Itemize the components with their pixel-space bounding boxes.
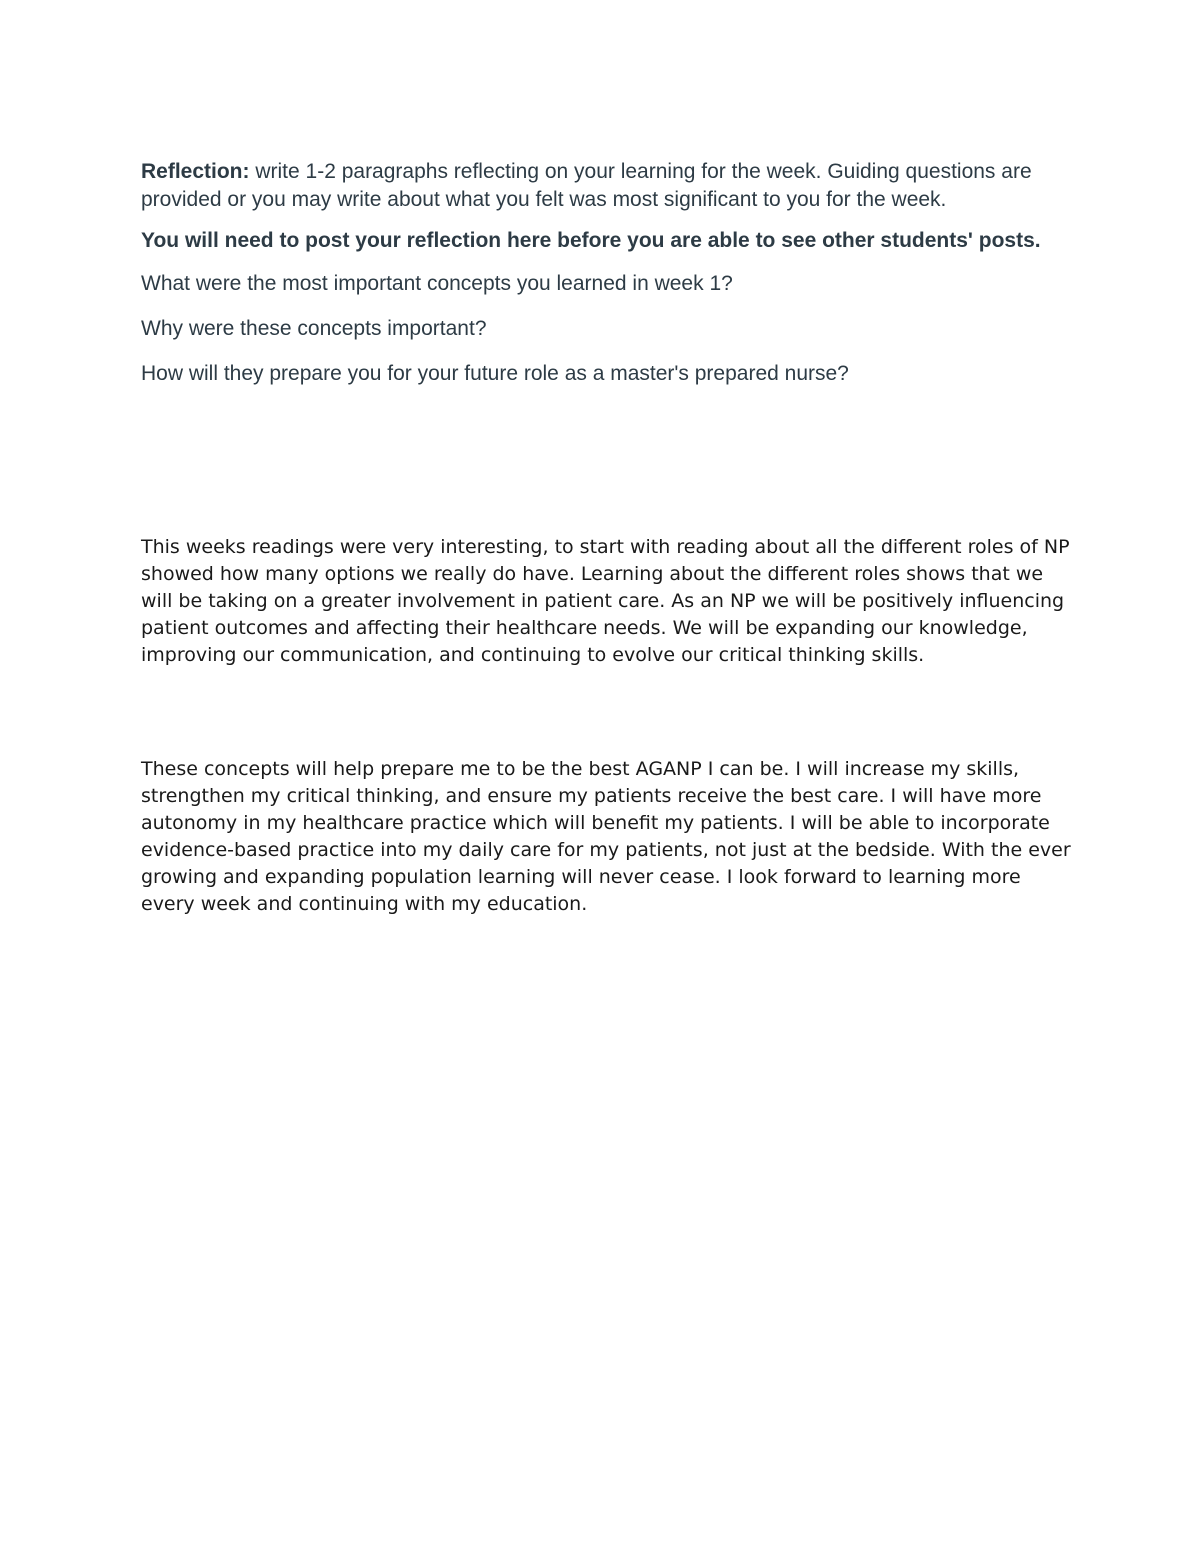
reflection-prompt bbox=[141, 158, 1061, 405]
guiding-question-1: What were the most important concepts you learned in week 1? bbox=[141, 272, 733, 295]
prompt-paragraph bbox=[141, 158, 1061, 214]
prompt-instructions: write 1-2 paragraphs reflecting on your learning for the week. Guiding questions are provided or you may write about what you felt was most significant to you for the week. bbox=[141, 160, 1032, 211]
prompt-label: Reflection: bbox=[141, 160, 250, 183]
response-paragraph-1: This weeks readings were very interesting, to start with reading about all the different roles of NP showed how many options we really do have. Learning about the different roles shows that we will be taking on a greater involvement in patient care. As an NP we will be positively influencing patient outcomes and affecting their healthcare needs. We will be expanding our knowledge, improving our communication, and continuing to evolve our critical thinking skills. bbox=[141, 536, 1070, 666]
guiding-question-2: Why were these concepts important? bbox=[141, 317, 487, 340]
posting-notice: You will need to post your reflection here before you are able to see other students' posts. bbox=[141, 229, 1041, 252]
guiding-question-3: How will they prepare you for your future role as a master's prepared nurse? bbox=[141, 362, 849, 385]
response-paragraph-2: These concepts will help prepare me to be the best AGANP I can be. I will increase my skills, strengthen my critical thinking, and ensure my patients receive the best care. I will have more autonomy in my healthcare practice which will benefit my patients. I will be able to incorporate evidence-based practice into my daily care for my patients, not just at the bedside. With the ever growing and expanding population learning will never cease. I look forward to learning more every week and continuing with my education. bbox=[141, 758, 1071, 915]
